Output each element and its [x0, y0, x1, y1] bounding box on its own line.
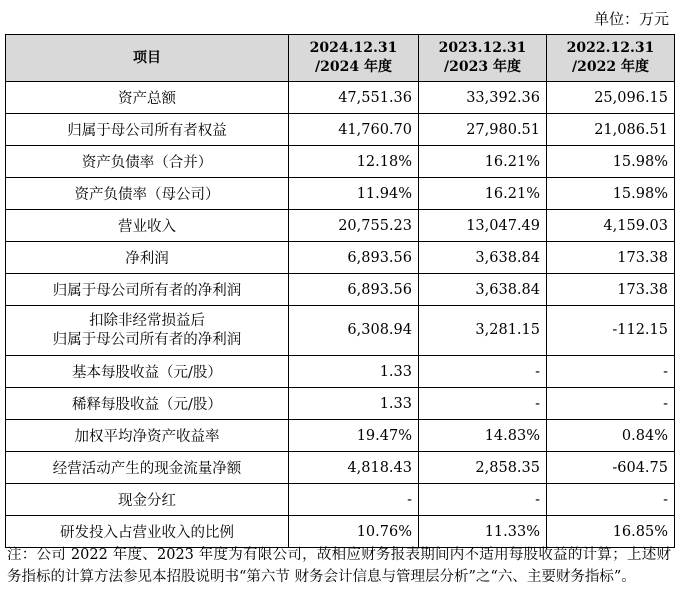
row-value: -	[289, 484, 419, 516]
header-2024: 2024.12.31 /2024 年度	[289, 35, 419, 82]
row-value: -112.15	[547, 306, 675, 356]
row-value: 2,858.35	[419, 452, 547, 484]
table-row	[6, 178, 675, 210]
row-value: 4,159.03	[547, 210, 675, 242]
row-label: 资产负债率（母公司）	[6, 178, 289, 210]
row-label: 现金分红	[6, 484, 289, 516]
row-label: 净利润	[6, 242, 289, 274]
row-value: 12.18%	[289, 146, 419, 178]
row-value: 41,760.70	[289, 114, 419, 146]
row-label: 经营活动产生的现金流量净额	[6, 452, 289, 484]
row-value: -	[547, 484, 675, 516]
row-value: 19.47%	[289, 420, 419, 452]
table-row	[6, 484, 675, 516]
row-value: 1.33	[289, 356, 419, 388]
row-value: 14.83%	[419, 420, 547, 452]
row-value: 11.94%	[289, 178, 419, 210]
row-value: 16.21%	[419, 146, 547, 178]
header-item: 项目	[6, 35, 289, 82]
row-value: 11.33%	[419, 516, 547, 548]
row-value: 10.76%	[289, 516, 419, 548]
row-value: 173.38	[547, 242, 675, 274]
unit-label: 单位：万元	[593, 10, 669, 28]
row-value: 0.84%	[547, 420, 675, 452]
row-value: -	[419, 356, 547, 388]
row-value: 27,980.51	[419, 114, 547, 146]
table-row	[6, 420, 675, 452]
row-value: 13,047.49	[419, 210, 547, 242]
row-value: -	[419, 484, 547, 516]
table-row	[6, 356, 675, 388]
row-value: 1.33	[289, 388, 419, 420]
row-value: 47,551.36	[289, 82, 419, 114]
row-value: 6,308.94	[289, 306, 419, 356]
row-value: 3,281.15	[419, 306, 547, 356]
table-row	[6, 242, 675, 274]
table-row	[6, 274, 675, 306]
table-row	[6, 114, 675, 146]
row-value: 3,638.84	[419, 242, 547, 274]
row-value: 15.98%	[547, 178, 675, 210]
row-value: 25,096.15	[547, 82, 675, 114]
row-label: 资产负债率（合并）	[6, 146, 289, 178]
row-label: 研发投入占营业收入的比例	[6, 516, 289, 548]
row-label: 扣除非经常损益后 归属于母公司所有者的净利润	[6, 306, 289, 356]
row-label: 加权平均净资产收益率	[6, 420, 289, 452]
row-label: 归属于母公司所有者的净利润	[6, 274, 289, 306]
table-row	[6, 516, 675, 548]
footnote: 注：公司 2022 年度、2023 年度为有限公司，故相应财务报表期间内不适用每股收益的计算；上述财务指标的计算方法参见本招股说明书“第六节 财务会计信息与管理层分析”之“六、主要财务指标”。	[7, 547, 671, 585]
row-value: 15.98%	[547, 146, 675, 178]
row-value: 16.21%	[419, 178, 547, 210]
financial-indicators-table	[5, 34, 675, 548]
table-row	[6, 306, 675, 356]
header-2022: 2022.12.31 /2022 年度	[547, 35, 675, 82]
row-value: 16.85%	[547, 516, 675, 548]
row-value: 20,755.23	[289, 210, 419, 242]
row-value: -	[547, 388, 675, 420]
row-value: 21,086.51	[547, 114, 675, 146]
row-value: 3,638.84	[419, 274, 547, 306]
row-value: 173.38	[547, 274, 675, 306]
header-2023: 2023.12.31 /2023 年度	[419, 35, 547, 82]
row-label: 营业收入	[6, 210, 289, 242]
row-value: -	[547, 356, 675, 388]
table-row	[6, 452, 675, 484]
row-value: 4,818.43	[289, 452, 419, 484]
row-value: -	[419, 388, 547, 420]
row-label: 基本每股收益（元/股）	[6, 356, 289, 388]
row-value: 6,893.56	[289, 274, 419, 306]
row-value: 6,893.56	[289, 242, 419, 274]
table-row	[6, 210, 675, 242]
row-value: 33,392.36	[419, 82, 547, 114]
table-row	[6, 388, 675, 420]
row-label: 归属于母公司所有者权益	[6, 114, 289, 146]
table-row	[6, 146, 675, 178]
row-label: 稀释每股收益（元/股）	[6, 388, 289, 420]
table-header-row	[6, 35, 675, 82]
row-label: 资产总额	[6, 82, 289, 114]
table-row	[6, 82, 675, 114]
row-value: -604.75	[547, 452, 675, 484]
